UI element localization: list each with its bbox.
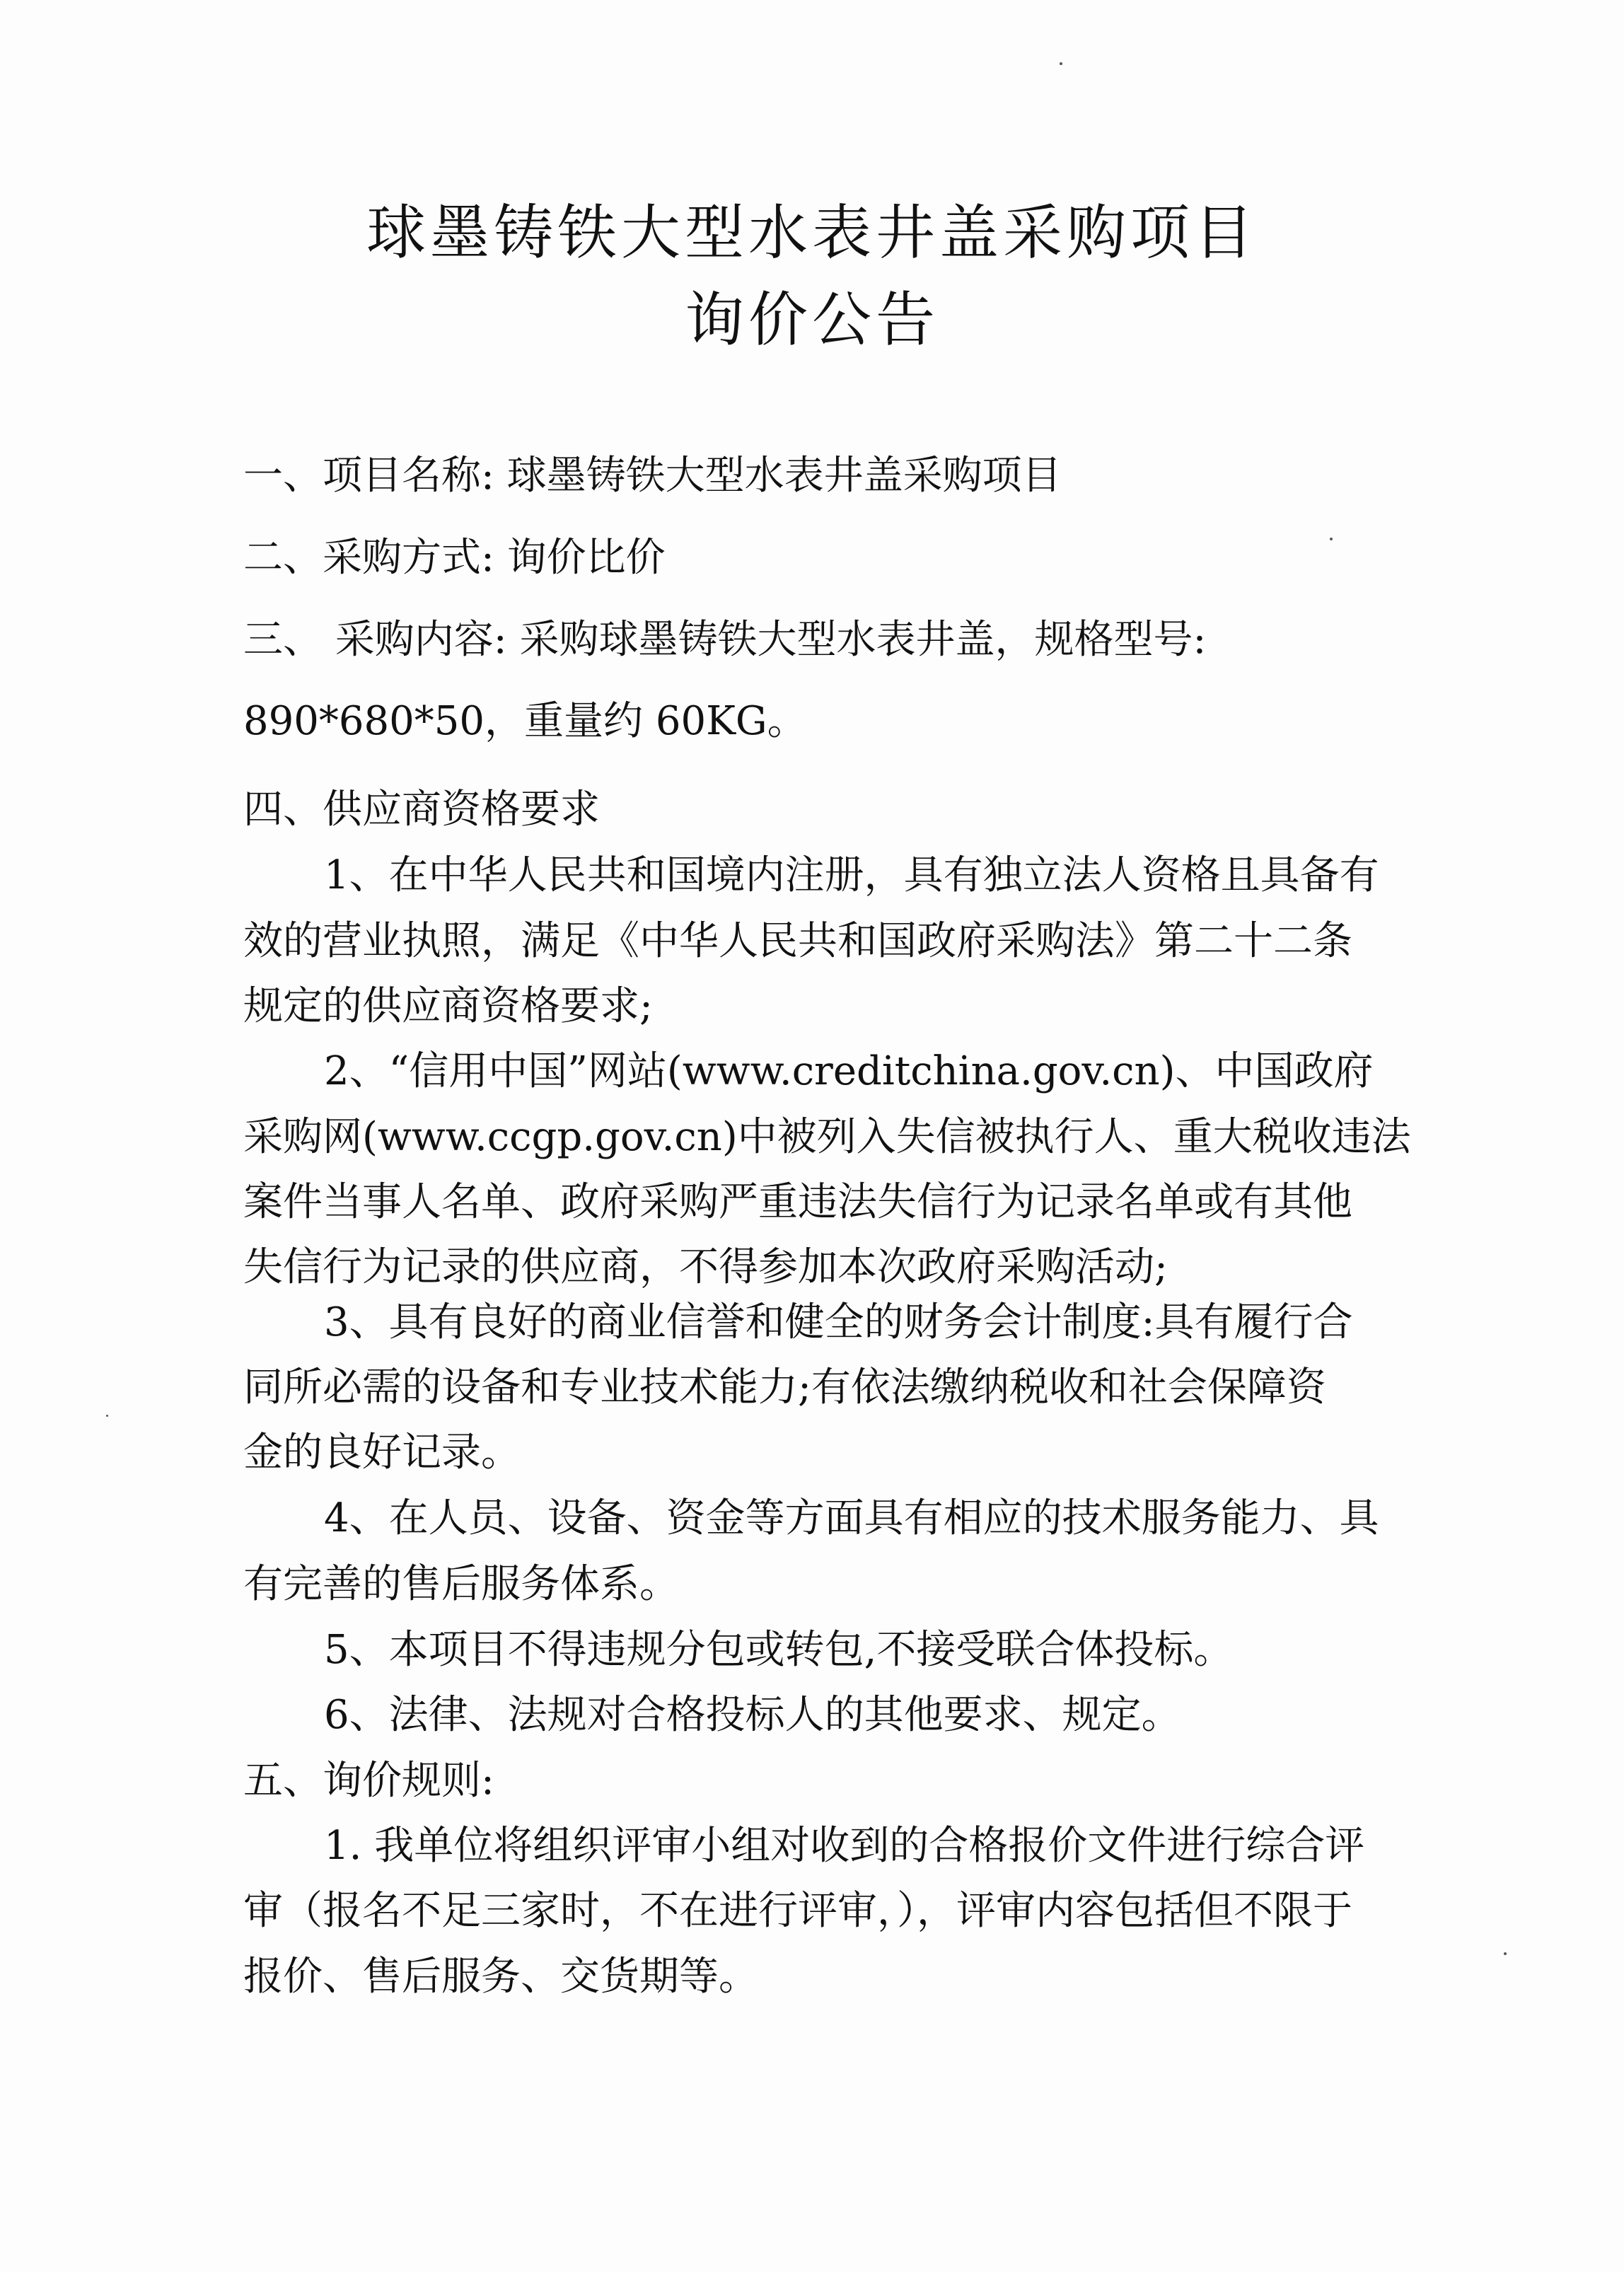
section-2-procurement-method: 二、采购方式: 询价比价 — [243, 535, 666, 581]
requirement-6: 6、法律、法规对合格投标人的其他要求、规定。 — [324, 1692, 1181, 1738]
scan-speck — [1060, 62, 1062, 65]
requirement-4-line: 4、在人员、设备、资金等方面具有相应的技术服务能力、具 — [324, 1495, 1379, 1541]
requirement-2-line: 案件当事人名单、政府采购严重违法失信行为记录名单或有其他 — [243, 1179, 1352, 1225]
section-4-heading: 四、供应商资格要求 — [243, 787, 600, 833]
requirement-1-line: 效的营业执照，满足《中华人民共和国政府采购法》第二十二条 — [243, 918, 1352, 964]
page-subtitle: 询价公告 — [684, 285, 939, 354]
requirement-2-line: 2、“信用中国”网站(www.creditchina.gov.cn)、中国政府 — [324, 1048, 1374, 1094]
requirement-5: 5、本项目不得违规分包或转包,不接受联合体投标。 — [324, 1627, 1234, 1673]
rule-1-line: 审（报名不足三家时，不在进行评审，），评审内容包括但不限于 — [243, 1888, 1352, 1934]
section-5-heading: 五、询价规则: — [243, 1758, 494, 1804]
requirement-2-line: 采购网(www.ccgp.gov.cn)中被列入失信被执行人、重大税收违法 — [243, 1114, 1411, 1160]
rule-1-line: 报价、售后服务、交货期等。 — [243, 1954, 758, 2000]
requirement-3-line: 同所必需的设备和专业技术能力;有依法缴纳税收和社会保障资 — [243, 1364, 1326, 1410]
section-1-project-name: 一、项目名称: 球墨铸铁大型水表井盖采购项目 — [243, 453, 1062, 499]
requirement-1-line: 1、在中华人民共和国境内注册，具有独立法人资格且具备有 — [324, 852, 1379, 898]
scan-speck — [1330, 538, 1333, 540]
section-3-specification: 890*680*50，重量约 60KG。 — [243, 698, 807, 744]
requirement-3-line: 金的良好记录。 — [243, 1430, 521, 1476]
requirement-2-line: 失信行为记录的供应商，不得参加本次政府采购活动; — [243, 1244, 1168, 1290]
requirement-1-line: 规定的供应商资格要求; — [243, 983, 653, 1029]
page-title: 球墨铸铁大型水表井盖采购项目 — [366, 198, 1258, 267]
requirement-4-line: 有完善的售后服务体系。 — [243, 1561, 679, 1607]
rule-1-line: 1. 我单位将组织评审小组对收到的合格报价文件进行综合评 — [324, 1823, 1365, 1869]
scan-speck — [106, 1415, 108, 1417]
scan-speck — [1504, 1952, 1507, 1955]
requirement-3-line: 3、具有良好的商业信誉和健全的财务会计制度:具有履行合 — [324, 1299, 1353, 1345]
section-3-procurement-content: 三、 采购内容: 采购球墨铸铁大型水表井盖，规格型号: — [243, 617, 1207, 663]
